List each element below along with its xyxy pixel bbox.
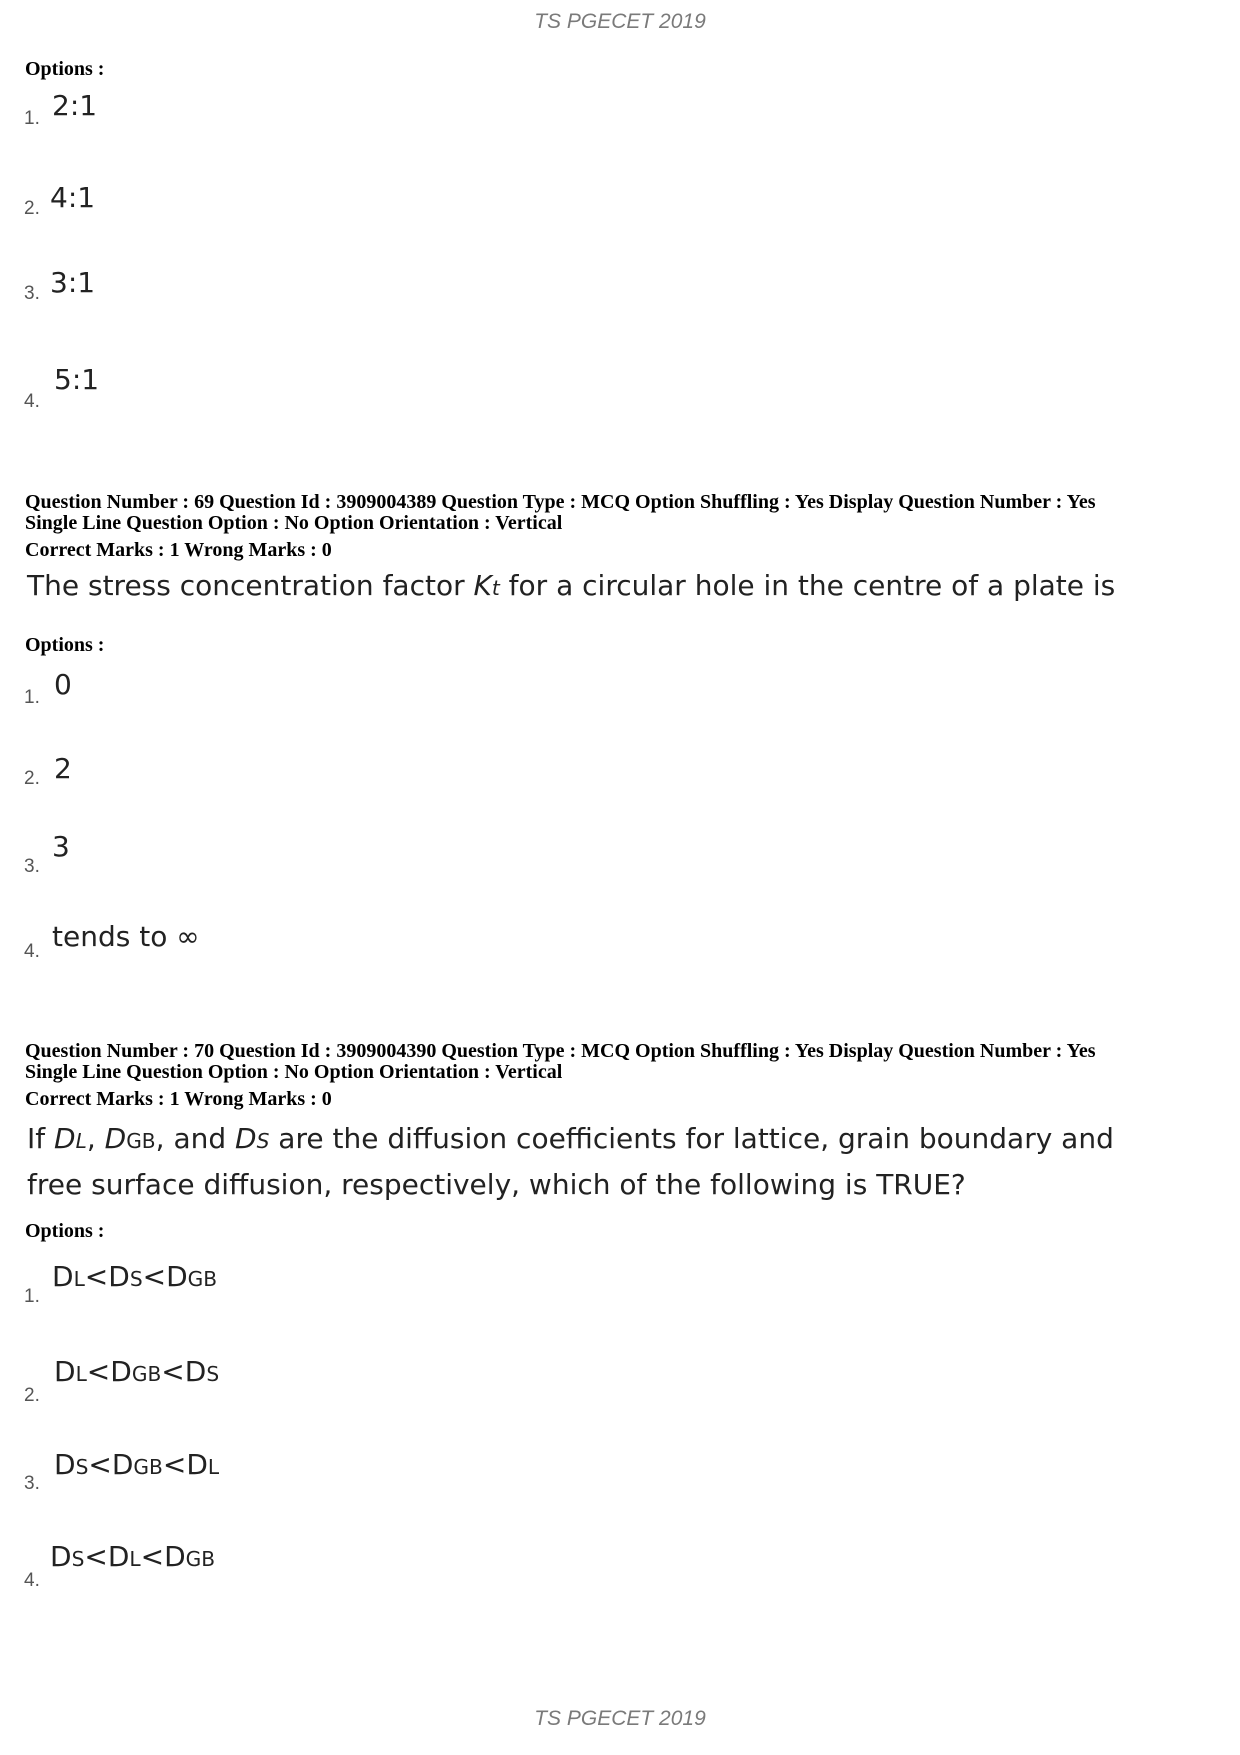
option-number: 2. bbox=[24, 198, 40, 219]
question-meta: Question Number : 69 Question Id : 3909004389 Question Type : MCQ Option Shuffling : Yes Display Question Number : Yes bbox=[25, 491, 1096, 513]
option-number: 3. bbox=[24, 856, 40, 877]
options-label: Options : bbox=[25, 1220, 105, 1242]
option-number: 1. bbox=[24, 687, 40, 708]
option-text: 3 bbox=[52, 830, 70, 863]
option-number: 4. bbox=[24, 1570, 40, 1591]
option-number: 4. bbox=[24, 941, 40, 962]
options-label: Options : bbox=[25, 58, 105, 80]
question-marks: Correct Marks : 1 Wrong Marks : 0 bbox=[25, 1088, 332, 1110]
option-number: 2. bbox=[24, 768, 40, 789]
question-text-line: If DL, DGB, and DS are the diffusion coefficients for lattice, grain boundary and bbox=[27, 1122, 1114, 1155]
question-marks: Correct Marks : 1 Wrong Marks : 0 bbox=[25, 539, 332, 561]
question-text-line: free surface diffusion, respectively, which of the following is TRUE? bbox=[27, 1168, 966, 1201]
option-number: 3. bbox=[24, 1473, 40, 1494]
option-text: 4:1 bbox=[50, 181, 96, 214]
option-number: 4. bbox=[24, 391, 40, 412]
option-text: DL<DGB<DS bbox=[54, 1355, 220, 1388]
option-text: 2:1 bbox=[52, 89, 98, 122]
option-number: 2. bbox=[24, 1385, 40, 1406]
option-text: 5:1 bbox=[54, 363, 100, 396]
option-number: 1. bbox=[24, 1286, 40, 1307]
question-meta: Single Line Question Option : No Option Orientation : Vertical bbox=[25, 1061, 563, 1083]
option-text: 2 bbox=[54, 752, 72, 785]
option-text: 3:1 bbox=[50, 266, 96, 299]
options-label: Options : bbox=[25, 634, 105, 656]
option-text: DL<DS<DGB bbox=[52, 1260, 218, 1293]
question-meta: Question Number : 70 Question Id : 3909004390 Question Type : MCQ Option Shuffling : Yes Display Question Number : Yes bbox=[25, 1040, 1096, 1062]
option-text: DS<DL<DGB bbox=[50, 1540, 216, 1573]
option-number: 1. bbox=[24, 108, 40, 129]
option-text: tends to ∞ bbox=[52, 920, 200, 953]
question-text: The stress concentration factor Kt for a circular hole in the centre of a plate is bbox=[27, 569, 1116, 602]
option-text: DS<DGB<DL bbox=[54, 1448, 220, 1481]
option-number: 3. bbox=[24, 283, 40, 304]
question-meta: Single Line Question Option : No Option Orientation : Vertical bbox=[25, 512, 563, 534]
option-text: 0 bbox=[54, 668, 72, 701]
page-header: TS PGECET 2019 bbox=[534, 10, 706, 33]
page-footer: TS PGECET 2019 bbox=[534, 1707, 706, 1730]
